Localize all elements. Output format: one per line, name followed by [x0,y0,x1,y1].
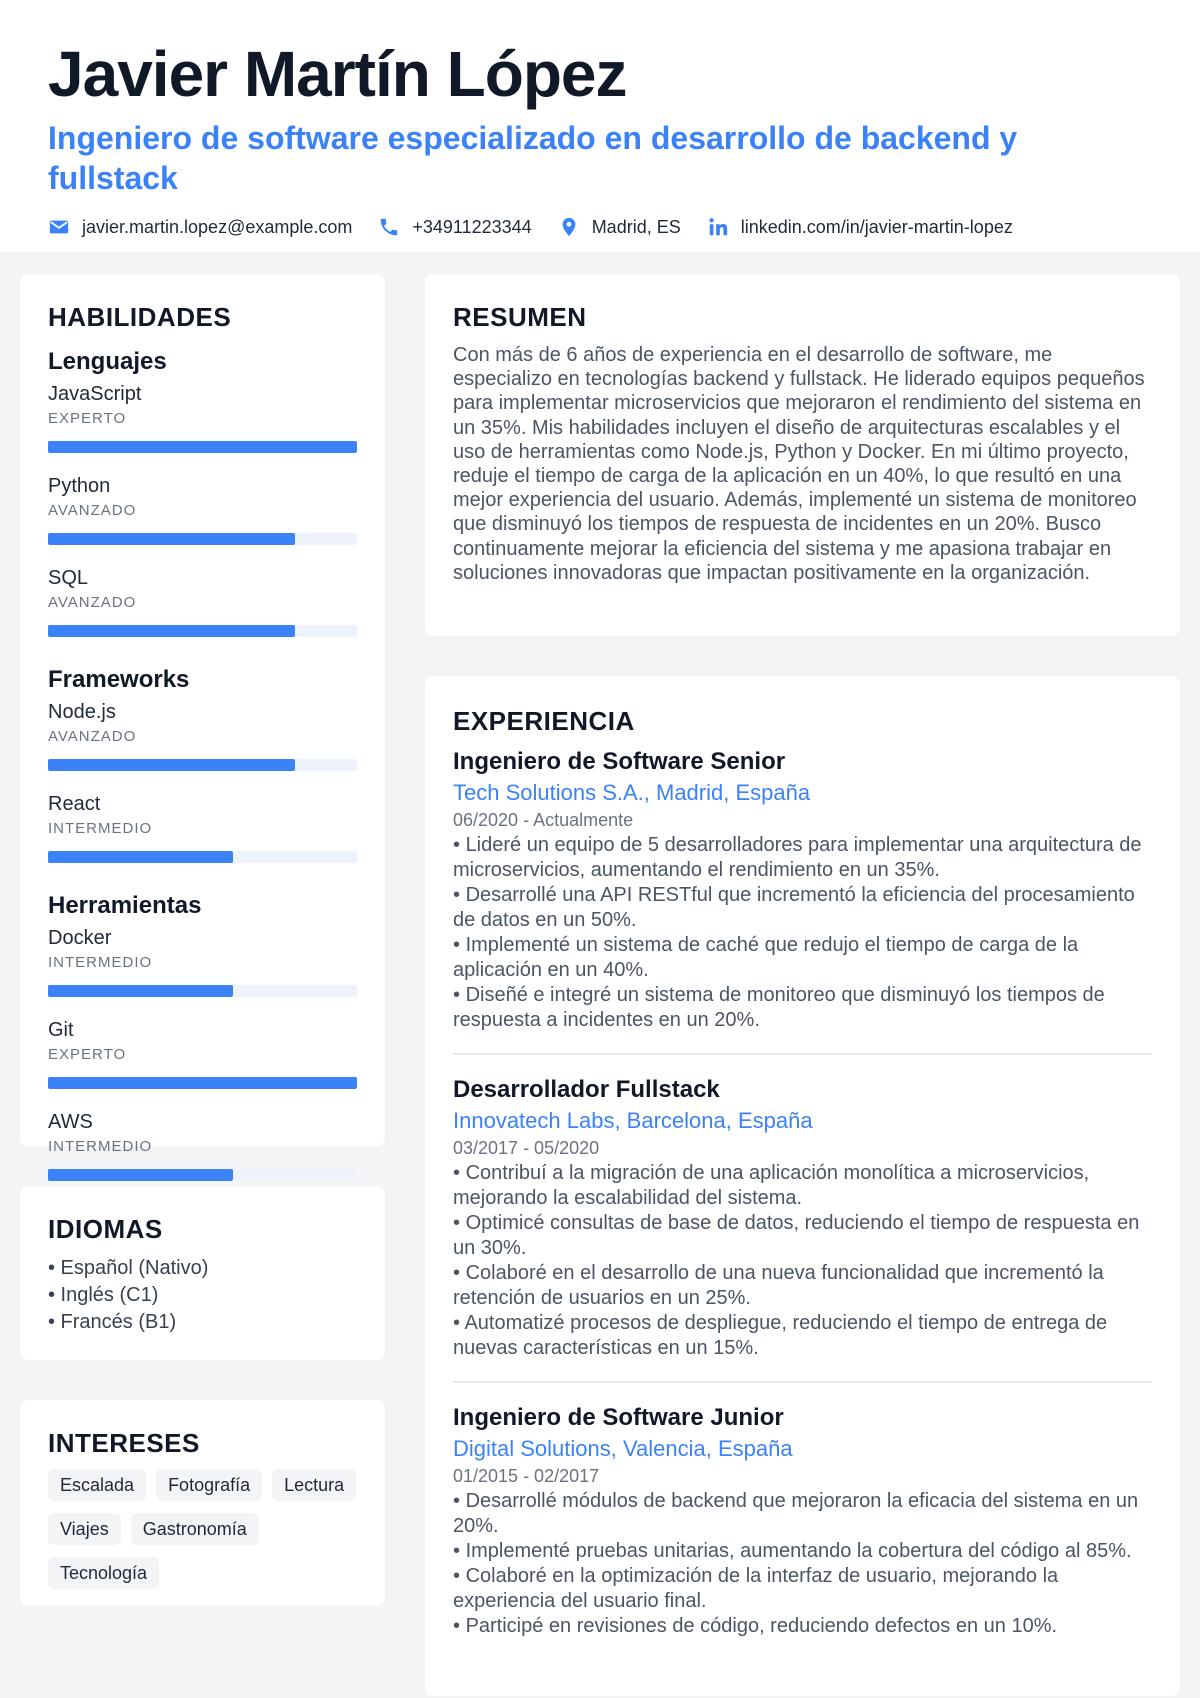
skill-category-title: Frameworks [48,666,190,693]
interests-chips [48,1469,357,1589]
skill-level-bar [48,1077,357,1089]
languages-title: IDIOMAS [48,1214,163,1244]
summary-card [425,274,1180,636]
languages-list [48,1255,357,1336]
language-item: • Francés (B1) [48,1311,177,1333]
skill-category-title: Herramientas [48,892,202,919]
skill-level: AVANZADO [48,502,137,519]
skill-level: INTERMEDIO [48,820,153,837]
job-bullet: • Desarrollé módulos de backend que mejoraron la eficacia del sistema en un 20%. [453,1489,1152,1539]
skill-item [48,925,357,997]
skill-item [48,381,357,453]
skill-category-title: Lenguajes [48,348,167,375]
full-name: Javier Martín López [48,38,627,110]
job-bullet: • Automatizé procesos de despliegue, reduciendo el tiempo de entrega de nuevas características en un 15%. [453,1311,1152,1361]
skill-item [48,791,357,863]
linkedin-text[interactable]: linkedin.com/in/javier-martin-lopez [740,216,1013,237]
interests-title: INTERESES [48,1428,200,1458]
job-bullet: • Optimicé consultas de base de datos, reduciendo el tiempo de respuesta en un 30%. [453,1211,1152,1261]
skill-level: EXPERTO [48,1046,127,1063]
contact-linkedin[interactable] [707,216,1013,238]
skill-name: JavaScript [48,383,142,405]
interest-chip: Gastronomía [131,1513,259,1545]
experience-card [425,676,1180,1696]
skill-name: SQL [48,567,89,589]
job-bullets [453,1161,1152,1361]
job-bullet: • Implementé pruebas unitarias, aumentando la cobertura del código al 85%. [453,1539,1152,1564]
interest-chip: Lectura [272,1469,356,1501]
job-dates: 03/2017 - 05/2020 [453,1138,600,1158]
resume-header [0,0,1200,252]
skill-name: AWS [48,1111,93,1133]
skill-level-bar-fill [48,985,233,997]
skill-level-bar [48,851,357,863]
skill-item [48,1109,357,1181]
skill-level-bar-fill [48,441,357,453]
job-bullet: • Diseñé e integré un sistema de monitoreo que disminuyó los tiempos de respuesta a incidentes en un 20%. [453,983,1152,1033]
contact-row [48,216,1152,238]
skill-item [48,473,357,545]
skill-level: INTERMEDIO [48,954,153,971]
interest-chip: Fotografía [156,1469,262,1501]
job-bullets [453,833,1152,1033]
skill-level-bar [48,441,357,453]
skill-name: Node.js [48,701,116,723]
skill-level-bar [48,1169,357,1181]
skill-name: Python [48,475,111,497]
language-item: • Español (Nativo) [48,1257,209,1279]
skill-level: EXPERTO [48,410,127,427]
skill-level-bar-fill [48,759,295,771]
experience-list [453,747,1152,1639]
contact-location [558,216,681,238]
job-company: Innovatech Labs, Barcelona, España [453,1108,813,1133]
phone-icon [378,216,400,238]
languages-card [20,1186,385,1360]
skill-level-bar-fill [48,851,233,863]
skill-level: AVANZADO [48,594,137,611]
linkedin-icon [707,216,729,238]
job-dates: 01/2015 - 02/2017 [453,1466,600,1486]
job-bullets [453,1489,1152,1639]
skill-level-bar-fill [48,533,295,545]
mail-icon [48,216,70,238]
summary-text: Con más de 6 años de experiencia en el desarrollo de software, me especializo en tecnologías backend y fullstack. He liderado equipos pequeños para implementar microservicios que mejoraron el rendimiento del sistema en un 35%. Mis habilidades incluyen el diseño de arquitecturas escalables y el uso de herramientas como Node.js, Python y Docker. En mi último proyecto, reduje el tiempo de carga de la aplicación en un 40%, lo que resultó en una mejor experiencia del usuario. Además, implementé un sistema de monitoreo que disminuyó los tiempos de respuesta de incidentes en un 20%. Busco continuamente mejorar la eficiencia del sistema y me apasiona trabajar en soluciones innovadoras que impactan positivamente en la organización. [453,344,1145,584]
job-title: Desarrollador Fullstack [453,1076,720,1103]
skill-level: INTERMEDIO [48,1138,153,1155]
job-bullet: • Desarrollé una API RESTful que incrementó la eficiencia del procesamiento de datos en un 50%. [453,883,1152,933]
job-bullet: • Colaboré en la optimización de la interfaz de usuario, mejorando la experiencia del usuario final. [453,1564,1152,1614]
skill-name: React [48,793,101,815]
contact-phone[interactable] [378,216,531,238]
skill-name: Docker [48,927,112,949]
skill-level: AVANZADO [48,728,137,745]
summary-title: RESUMEN [453,302,587,332]
job-bullet: • Lideré un equipo de 5 desarrolladores para implementar una arquitectura de microservicios, aumentando el rendimiento en un 35%. [453,833,1152,883]
interests-card [20,1400,385,1606]
skill-item [48,1017,357,1089]
skill-item [48,565,357,637]
job-dates: 06/2020 - Actualmente [453,810,634,830]
skill-level-bar-fill [48,1077,357,1089]
job-entry [453,1403,1152,1639]
job-company: Digital Solutions, Valencia, España [453,1436,793,1461]
skills-title: HABILIDADES [48,302,232,332]
headline: Ingeniero de software especializado en desarrollo de backend y fullstack [48,120,1018,196]
skill-level-bar [48,985,357,997]
contact-email[interactable] [48,216,352,238]
skill-name: Git [48,1019,74,1041]
skill-level-bar [48,533,357,545]
location-text: Madrid, ES [591,216,681,237]
job-bullet: • Implementé un sistema de caché que redujo el tiempo de carga de la aplicación en un 40%. [453,933,1152,983]
skill-level-bar [48,759,357,771]
interest-chip: Escalada [48,1469,146,1501]
job-entry [453,747,1152,1055]
job-title: Ingeniero de Software Senior [453,748,786,775]
location-pin-icon [558,216,580,238]
job-title: Ingeniero de Software Junior [453,1404,784,1431]
experience-title: EXPERIENCIA [453,706,635,736]
phone-text[interactable]: +34911223344 [412,216,532,237]
skill-level-bar-fill [48,1169,233,1181]
skill-item [48,699,357,771]
skill-level-bar [48,625,357,637]
job-bullet: • Colaboré en el desarrollo de una nueva funcionalidad que incrementó la retención de usuarios en un 25%. [453,1261,1152,1311]
interest-chip: Tecnología [48,1557,159,1589]
job-bullet: • Participé en revisiones de código, reduciendo defectos en un 10%. [453,1614,1152,1639]
language-item: • Inglés (C1) [48,1284,159,1306]
skill-level-bar-fill [48,625,295,637]
job-entry [453,1075,1152,1383]
skills-list [48,347,357,1181]
job-bullet: • Contribuí a la migración de una aplicación monolítica a microservicios, mejorando la escalabilidad del sistema. [453,1161,1152,1211]
job-company: Tech Solutions S.A., Madrid, España [453,780,811,805]
email-text[interactable]: javier.martin.lopez@example.com [82,216,353,237]
interest-chip: Viajes [48,1513,121,1545]
skills-card [20,274,385,1155]
